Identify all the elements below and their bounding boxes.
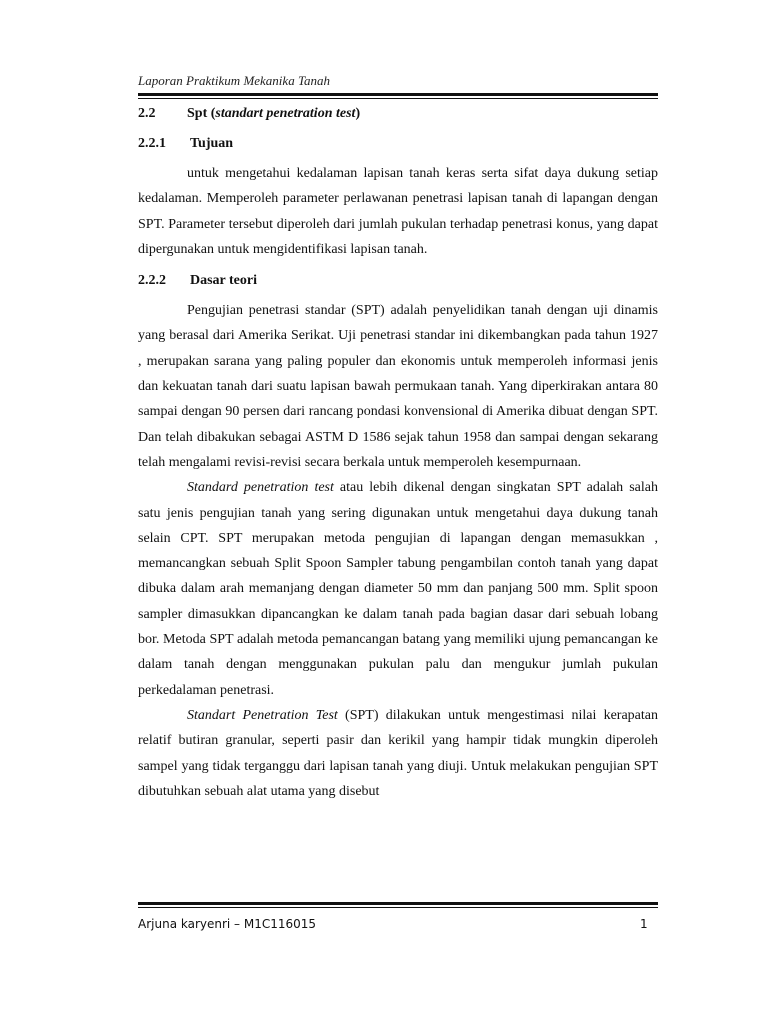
subsection-number: 2.2.1	[138, 136, 166, 151]
page-number: 1	[640, 917, 648, 931]
footer-rule	[138, 902, 658, 908]
header-rule	[138, 93, 658, 99]
paragraph-teori-1: Pengujian penetrasi standar (SPT) adalah penyelidikan tanah dengan uji dinamis yang berasal dari Amerika Serikat. Uji penetrasi standar ini dikembangkan pada tahun 1927 , merupakan sarana yang paling populer dan ekonomis untuk memperoleh informasi jenis dan kekuatan tanah dari suatu lapisan bawah permukaan tanah. Yang diperkirakan antara 80 sampai dengan 90 persen dari rancang pondasi konvensional di Amerika dibuat dengan SPT. Dan telah dibakukan sebagai ASTM D 1586 sejak tahun 1958 dan sampai dengan sekarang telah mengalami revisi-revisi secara berkala untuk memperoleh kesempurnaan.	[138, 303, 658, 470]
subsection-title: Tujuan	[190, 136, 234, 151]
italic-term: Standart Penetration Test	[187, 707, 338, 723]
footer-author: Arjuna karyenri – M1C116015	[138, 917, 317, 931]
subsection-title: Dasar teori	[190, 273, 257, 289]
subsection-heading-tujuan	[138, 130, 658, 157]
paragraph-teori-2: Standard penetration test atau lebih dikenal dengan singkatan SPT adalah salah satu jenis pengujian tanah yang sering digunakan untuk mengetahui daya dukung tanah selain CPT. SPT merupakan metoda pengujian di lapangan dengan memasukkan , memancangkan sebuah Split Spoon Sampler tabung pengambilan contoh tanah yang dapat dibuka dalam arah memanjang dengan diameter 50 mm dan panjang 500 mm. Split spoon sampler dimasukkan dipancangkan ke dalam tanah pada bagian dasar dari sebuah lobang bor. Metoda SPT adalah metoda pemancangan batang yang memiliki ujung pemancangan ke dalam tanah dengan menggunakan pukulan palu dan mengukur jumlah pukulan perkedalaman penetrasi.	[138, 480, 658, 698]
section-number: 2.2	[138, 106, 156, 121]
section-heading	[138, 100, 658, 127]
subsection-number: 2.2.2	[138, 273, 166, 289]
section-title-italic: standart penetration test	[215, 106, 356, 121]
italic-term: Standard penetration test	[187, 480, 334, 496]
document-body	[138, 100, 658, 804]
paragraph-tujuan: untuk mengetahui kedalaman lapisan tanah keras serta sifat daya dukung setiap kedalaman. Memperoleh parameter perlawanan penetrasi lapisan tanah di lapangan dengan SPT. Parameter tersebut diperoleh dari jumlah pukulan terhadap penetrasi konus, yang dapat dipergunakan untuk mengidentifikasi lapisan tanah.	[138, 166, 658, 257]
running-header: Laporan Praktikum Mekanika Tanah	[138, 73, 330, 88]
section-title: Spt (standart penetration test)	[187, 106, 361, 121]
paragraph-teori-3: Standart Penetration Test (SPT) dilakukan untuk mengestimasi nilai kerapatan relatif butiran granular, seperti pasir dan kerikil yang hampir tidak mungkin diperoleh sampel yang tidak terganggu dari lapisan tanah yang diuji. Untuk melakukan pengujian SPT dibutuhkan sebuah alat utama yang disebut	[138, 707, 658, 799]
subsection-heading-dasar-teori	[138, 267, 658, 294]
